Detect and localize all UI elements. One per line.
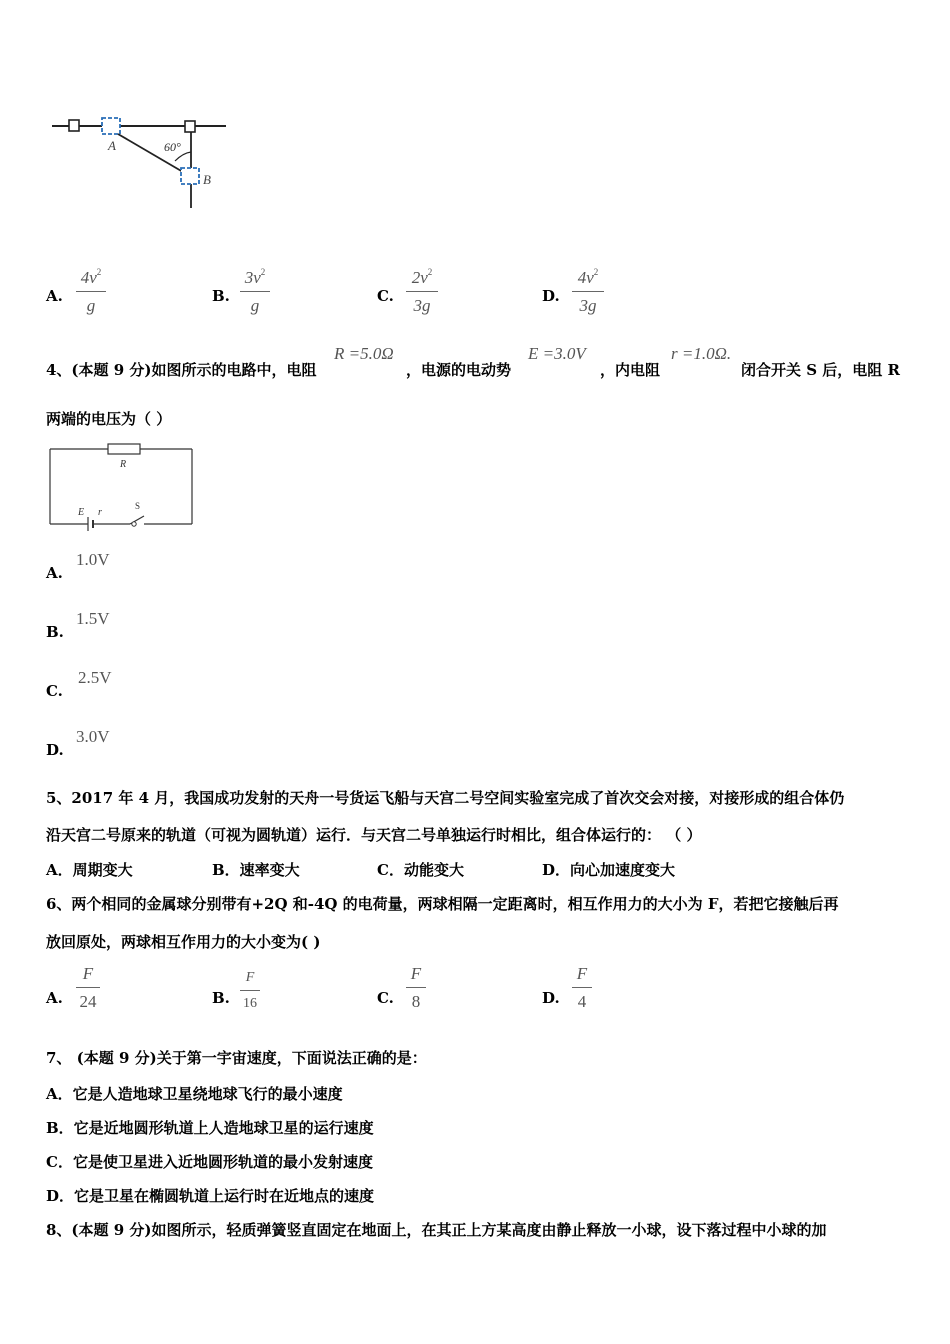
circuit-figure [44, 440, 200, 532]
q6-option-c-fraction [406, 964, 426, 1012]
fraction-numerator: 4v [80, 268, 97, 287]
q3-option-b-label: B. [212, 287, 230, 305]
fraction-denominator: 24 [79, 992, 97, 1011]
q4-option-b-label: B. [46, 623, 64, 641]
fraction-denominator: 3g [413, 296, 431, 315]
q5-option-b: B．速率变大 [212, 861, 300, 879]
q3-option-c-fraction [406, 262, 438, 316]
q3-option-c-label: C. [377, 287, 394, 305]
q4-stem-prefix: 4、(本题 9 分)如图所示的电路中，电阻 [46, 361, 317, 379]
q4-internal-resistance-math: r =1.0Ω. [671, 344, 732, 363]
pulley-block [185, 121, 195, 132]
q4-option-d-label: D. [46, 741, 64, 759]
resistor-symbol [108, 444, 140, 454]
q4-resistance-math: R =5.0Ω [334, 344, 394, 363]
fraction-numerator: 4v [577, 268, 594, 287]
q4-option-d-value: 3.0V [76, 727, 110, 746]
q6-option-c-label: C. [377, 989, 394, 1007]
q3-option-a-fraction [76, 262, 106, 316]
fraction-denominator: 8 [411, 992, 421, 1011]
q4-stem-mid1: ，电源的电动势 [406, 361, 512, 379]
circuit-label-e: E [78, 507, 85, 518]
q4-stem-mid2: ，内电阻 [600, 361, 661, 379]
q7-option-c: C．它是使卫星进入近地圆形轨道的最小发射速度 [46, 1153, 373, 1171]
left-stop-block [69, 120, 79, 131]
q4-emf-math: E =3.0V [528, 344, 586, 363]
angle-label: 60° [164, 140, 181, 154]
fraction-denominator: 16 [243, 996, 257, 1011]
fraction-numerator: F [410, 964, 422, 983]
q4-option-a-label: A. [46, 564, 63, 582]
fraction-denominator: g [250, 296, 260, 315]
q3-option-d-label: D. [542, 287, 560, 305]
fraction-denominator: 4 [577, 992, 587, 1011]
q7-option-d: D．它是卫星在椭圆轨道上运行时在近地点的速度 [46, 1187, 375, 1205]
fraction-numerator: F [82, 964, 94, 983]
circuit-label-r: R [120, 459, 127, 470]
fraction-numerator: 2v [411, 268, 428, 287]
q7-option-b: B．它是近地圆形轨道上人造地球卫星的运行速度 [46, 1119, 374, 1137]
label-a: A [108, 138, 116, 153]
pulley-figure [40, 108, 240, 218]
q6-stem-line2: 放回原处，两球相互作用力的大小变为( ) [46, 933, 321, 951]
q4-option-a-value: 1.0V [76, 550, 110, 569]
block-a [102, 118, 120, 134]
q4-option-c-label: C. [46, 682, 63, 700]
fraction-exponent: 2 [96, 267, 102, 277]
q7-stem: 7、 (本题 9 分)关于第一宇宙速度，下面说法正确的是： [46, 1049, 427, 1067]
fraction-numerator: F [576, 964, 588, 983]
q6-option-d-fraction [572, 964, 592, 1012]
fraction-denominator: g [86, 296, 96, 315]
q6-option-b-fraction [240, 968, 260, 1014]
q5-option-d: D．向心加速度变大 [542, 861, 676, 879]
fraction-numerator: 3v [244, 268, 261, 287]
label-b: B [203, 172, 211, 187]
fraction-exponent: 2 [593, 267, 599, 277]
q3-option-a-label: A. [46, 287, 63, 305]
q6-option-d-label: D. [542, 989, 560, 1007]
q3-option-b-fraction [240, 262, 270, 316]
q6-option-a-label: A. [46, 989, 63, 1007]
q5-option-c: C．动能变大 [377, 861, 464, 879]
circuit-label-s: S [135, 501, 141, 511]
fraction-numerator: F [245, 970, 255, 985]
q4-stem-suffix: 闭合开关 S 后，电阻 R [741, 361, 900, 379]
switch-contact [132, 522, 136, 526]
q6-option-b-label: B. [212, 989, 230, 1007]
q4-option-c-value: 2.5V [78, 668, 112, 687]
q4-option-b-value: 1.5V [76, 609, 110, 628]
q3-option-d-fraction [572, 262, 604, 316]
fraction-exponent: 2 [427, 267, 433, 277]
q5-stem-line1: 5、2017 年 4 月，我国成功发射的天舟一号货运飞船与天宫二号空间实验室完成了首次交会对接，对接形成的组合体仍 [46, 789, 845, 807]
fraction-exponent: 2 [260, 267, 266, 277]
q8-stem-line1: 8、(本题 9 分)如图所示，轻质弹簧竖直固定在地面上，在其正上方某高度由静止释放一小球，设下落过程中小球的加 [46, 1221, 827, 1239]
q5-option-a: A．周期变大 [46, 861, 133, 879]
q4-stem-line2: 两端的电压为（ ） [46, 410, 172, 428]
q6-option-a-fraction [76, 964, 100, 1012]
q5-stem-line2: 沿天宫二号原来的轨道（可视为圆轨道）运行．与天宫二号单独运行时相比，组合体运行的： （ ） [46, 826, 702, 844]
q6-stem-line1: 6、两个相同的金属球分别带有+2Q 和-4Q 的电荷量，两球相隔一定距离时，相互作用力的大小为 F，若把它接触后再 [46, 895, 839, 913]
block-b [181, 168, 199, 184]
fraction-denominator: 3g [579, 296, 597, 315]
circuit-label-internal-r: r [98, 507, 102, 518]
q7-option-a: A．它是人造地球卫星绕地球飞行的最小速度 [46, 1085, 343, 1103]
